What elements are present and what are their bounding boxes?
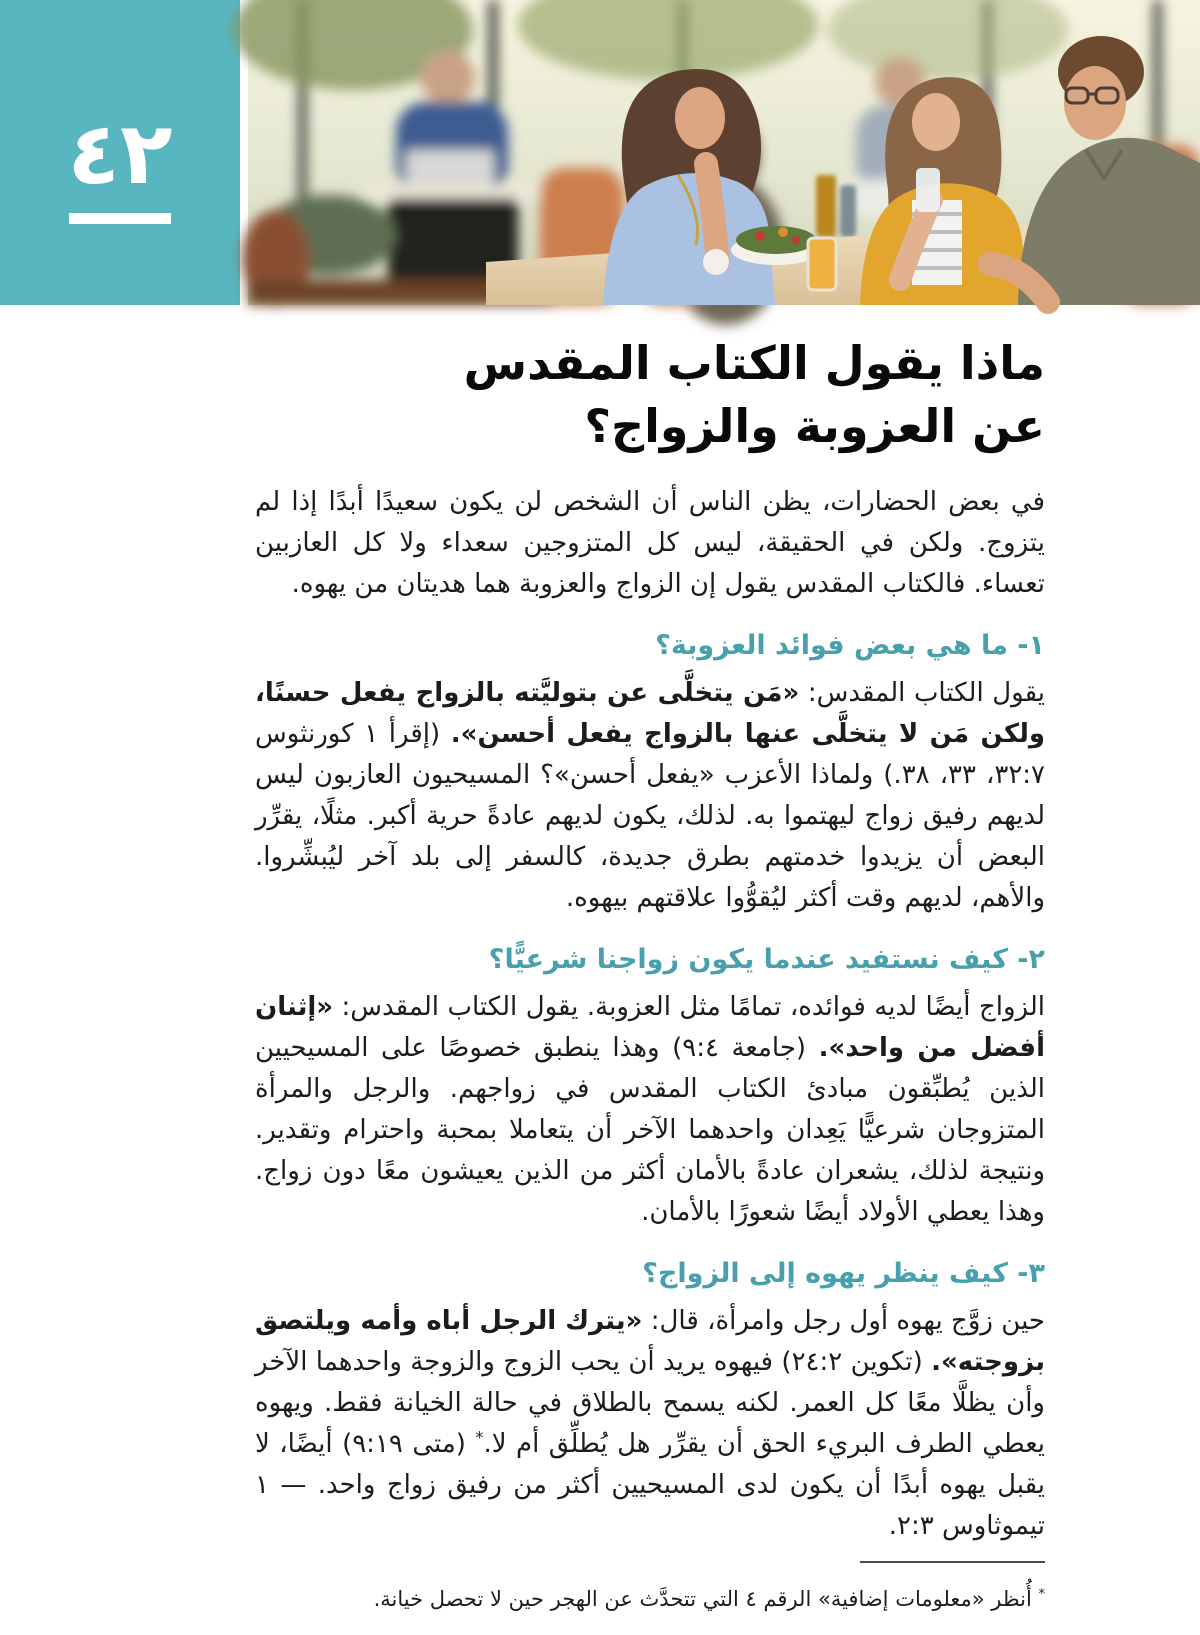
article-body	[255, 332, 1045, 1635]
section-paragraph-2: الزواج أيضًا لديه فوائده، تمامًا مثل العزوبة. يقول الكتاب المقدس: «إثنان أفضل من واحد». (جامعة ٩:٤) وهذا ينطبق خصوصًا على المسيحيين الذين يُطبِّقون مبادئ الكتاب المقدس في زواجهم. والرجل والمرأة المتزوجان شرعيًّا يَعِدان واحدهما الآخر أن يتعاملا بمحبة واحترام وتقدير. ونتيجة لذلك، يشعران عادةً بالأمان أكثر من الذين يعيشون معًا دون زواج. وهذا يعطي الأولاد أيضًا شعورًا بالأمان.	[255, 992, 1045, 1227]
page-title-line2: عن العزوبة والزواج؟	[584, 399, 1045, 453]
section-paragraph-1: يقول الكتاب المقدس: «مَن يتخلَّى عن بتوليَّته بالزواج يفعل حسنًا، ولكن مَن لا يتخلَّى عنها بالزواج يفعل أحسن». (إقرأ ١ كورنثوس ٣٢:٧، ٣٣، ٣٨.) ولماذا الأعزب «يفعل أحسن»؟ المسيحيون العازبون ليس لديهم رفيق زواج ليهتموا به. لذلك، يكون لديهم عادةً حرية أكبر. مثلًا، يقرِّر البعض أن يزيدوا خدمتهم بطرق جديدة، كالسفر إلى بلد آخر ليُبشِّروا. والأهم، لديهم وقت أكثر ليُقوُّوا علاقتهم بيهوه.	[255, 678, 1046, 913]
footnote-divider	[860, 1561, 1045, 1563]
intro-paragraph: في بعض الحضارات، يظن الناس أن الشخص لن يكون سعيدًا أبدًا إذا لم يتزوج. ولكن في الحقيقة، ليس كل المتزوجين سعداء ولا كل العازبين تعساء. فالكتاب المقدس يقول إن الزواج والعزوبة هما هديتان من يهوه.	[255, 487, 1045, 599]
footnote-text: أُنظر «معلومات إضافية» الرقم ٤ التي تتحدَّث عن الهجر حين لا تحصل خيانة.	[373, 1587, 1039, 1611]
section-heading-1: ١- ما هي بعض فوائد العزوبة؟	[655, 630, 1045, 661]
section-heading-3: ٣- كيف ينظر يهوه إلى الزواج؟	[642, 1258, 1045, 1289]
footnote	[255, 1584, 1045, 1614]
page-number: ٤٢	[67, 104, 173, 204]
section-paragraph-3: حين زوَّج يهوه أول رجل وامرأة، قال: «يترك الرجل أباه وأمه ويلتصق بزوجته». (تكوين ٢٤:٢) فيهوه يريد أن يحب الزوج والزوجة واحدهما الآخر وأن يظلَّا معًا كل العمر. لكنه يسمح بالطلاق في حالة الخيانة فقط. ويهوه يعطي الطرف البريء الحق أن يقرِّر هل يُطلِّق أم لا.* (متى ٩:١٩) أيضًا، لا يقبل يهوه أبدًا أن يكون لدى المسيحيين أكثر من رفيق زواج واحد. — ١ تيموثاوس ٢:٣.	[255, 1306, 1046, 1541]
page-title	[255, 332, 1045, 458]
footnote-marker: *	[1038, 1587, 1045, 1602]
page-number-badge	[0, 0, 240, 305]
cafe-photo	[248, 0, 1200, 305]
page-number-underline	[69, 213, 171, 224]
section-heading-2: ٢- كيف نستفيد عندما يكون زواجنا شرعيًّا؟	[488, 944, 1045, 975]
page-title-line1: ماذا يقول الكتاب المقدس	[463, 336, 1045, 390]
